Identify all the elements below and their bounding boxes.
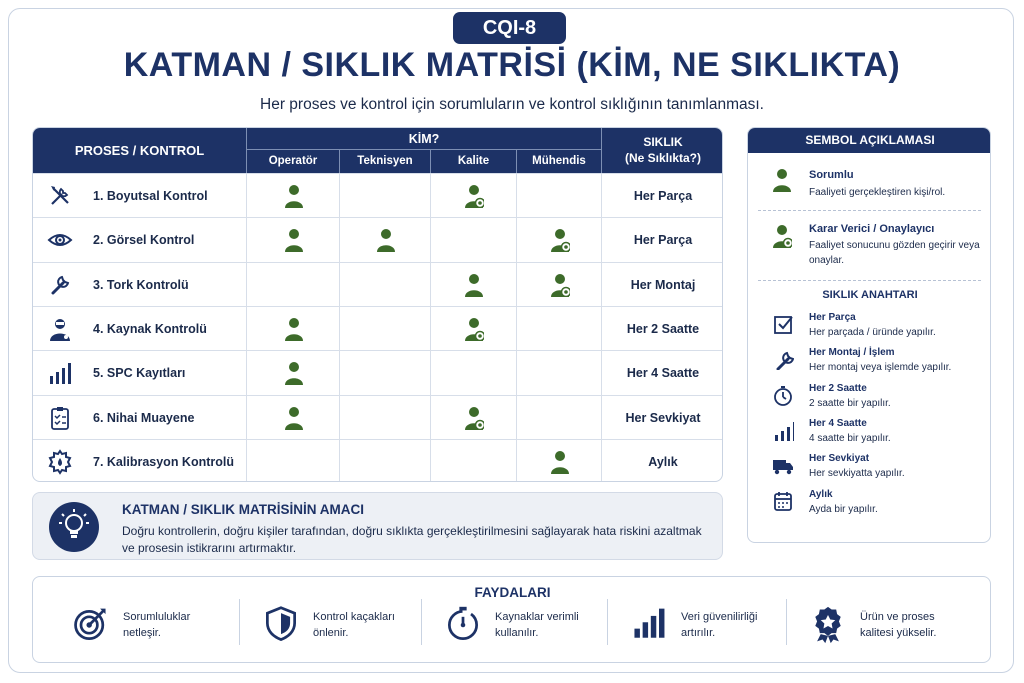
role-cell (246, 307, 339, 351)
frequency-cell: Her Montaj (601, 263, 723, 307)
benefit-line: Kaynaklar verimli (495, 611, 579, 623)
header-role-engineer: Mühendis (516, 150, 601, 173)
approver-person-icon (550, 228, 570, 252)
frequency-key-title: Her Parça (809, 312, 856, 323)
legend-title: SEMBOL AÇIKLAMASI (748, 128, 991, 153)
purpose-box (32, 492, 723, 560)
frequency-cell: Aylık (601, 440, 723, 482)
award-icon (808, 605, 848, 645)
responsible-person-icon (284, 184, 304, 208)
role-cell (246, 174, 339, 218)
welder-icon (47, 316, 73, 342)
approver-person-icon (550, 273, 570, 297)
frequency-key-title: Her 2 Saatte (809, 382, 867, 394)
responsible-person-icon (376, 228, 396, 252)
role-cell (516, 396, 601, 440)
wrench-icon (772, 348, 794, 370)
shield-icon (261, 605, 301, 645)
frequency-key-desc: Her sevkiyatta yapılır. (809, 468, 905, 480)
responsible-person-icon (284, 406, 304, 430)
role-cell (339, 218, 430, 262)
benefit-line: netleşir. (123, 627, 161, 639)
responsible-person-icon (772, 168, 792, 192)
frequency-key-desc: 2 saatte bir yapılır. (809, 397, 891, 409)
table-row (33, 217, 723, 261)
legend-panel (747, 127, 991, 543)
role-cell (516, 263, 601, 307)
target-icon (71, 605, 111, 645)
approver-person-icon (464, 317, 484, 341)
benefit-line: Sorumluluklar (123, 611, 191, 623)
header-frequency-sub: (Ne Sıklıkta?) (624, 151, 702, 165)
table-row (33, 173, 723, 217)
responsible-person-icon (284, 361, 304, 385)
process-label: 7. Kalibrasyon Kontrolü (93, 454, 234, 469)
cqi-badge: CQI-8 (453, 12, 566, 44)
bar-chart-icon (772, 419, 794, 441)
legend-divider (758, 210, 981, 211)
benefit-line: artırılır. (681, 627, 716, 639)
table-row (33, 306, 723, 350)
responsible-person-icon (284, 228, 304, 252)
benefit-separator (786, 599, 787, 645)
process-label: 1. Boyutsal Kontrol (93, 189, 208, 203)
benefit-separator (607, 599, 608, 645)
process-label: 5. SPC Kayıtları (93, 366, 186, 381)
process-cell (33, 396, 246, 440)
role-cell (339, 440, 430, 482)
frequency-key-title: Her Montaj / İşlem (809, 347, 895, 359)
table-row (33, 439, 723, 482)
role-cell (246, 396, 339, 440)
frequency-key-title: Her Sevkiyat (809, 453, 870, 465)
header-process: PROSES / KONTROL (74, 143, 205, 158)
benefit-separator (421, 599, 422, 645)
role-cell (516, 351, 601, 395)
benefit-line: Veri güvenilirliği (681, 611, 758, 623)
frequency-cell: Her 2 Saatte (601, 307, 723, 351)
table-header (33, 128, 723, 173)
responsible-person-icon (464, 273, 484, 297)
frequency-key-title: Aylık (809, 488, 833, 500)
benefits-title: FAYDALARI (474, 585, 551, 600)
process-cell (33, 351, 246, 395)
checkbox-icon (772, 313, 794, 335)
role-cell (430, 307, 516, 351)
legend-approver-desc: Faaliyet sonucunu gözden geçirir veya onaylar. (809, 240, 980, 266)
benefits-box (32, 576, 991, 663)
frequency-key-title: SIKLIK ANAHTARI (822, 289, 918, 301)
eye-icon (47, 227, 73, 253)
process-cell (33, 174, 246, 218)
header-role-technician: Teknisyen (339, 150, 430, 173)
wrench-icon (47, 272, 73, 298)
approver-person-icon (772, 224, 792, 248)
role-cell (339, 351, 430, 395)
header-who: KİM? (246, 128, 601, 150)
role-cell (246, 218, 339, 262)
tools-icon (47, 183, 73, 209)
benefit-line: önlenir. (313, 627, 349, 639)
process-label: 2. Görsel Kontrol (93, 233, 195, 248)
page-title: KATMAN / SIKLIK MATRİSİ (KİM, NE SIKLIKTA) (123, 46, 901, 84)
benefit-text (860, 609, 970, 641)
benefit-text (681, 609, 791, 641)
header-frequency-label: SIKLIK (643, 135, 683, 149)
table-row (33, 350, 723, 394)
truck-icon (772, 454, 794, 476)
page-subtitle: Her proses ve kontrol için sorumluların ve kontrol sıklığının tanımlanması. (260, 96, 764, 113)
benefit-line: Kontrol kaçakları (313, 611, 395, 623)
role-cell (339, 263, 430, 307)
benefit-item (808, 599, 983, 651)
lightbulb-icon (49, 502, 99, 552)
process-label: 3. Tork Kontrolü (93, 277, 189, 292)
role-cell (339, 307, 430, 351)
benefit-item (443, 599, 618, 651)
role-cell (246, 263, 339, 307)
role-cell (430, 396, 516, 440)
process-label: 4. Kaynak Kontrolü (93, 321, 207, 336)
legend-responsible-title: Sorumlu (809, 169, 854, 181)
benefit-item (71, 599, 246, 651)
responsible-person-icon (550, 450, 570, 474)
role-cell (430, 174, 516, 218)
legend-responsible-desc: Faaliyeti gerçekleştiren kişi/rol. (809, 187, 946, 198)
process-cell (33, 263, 246, 307)
header-role-operator: Operatör (246, 150, 339, 173)
benefit-line: kalitesi yükselir. (860, 627, 937, 639)
role-cell (339, 396, 430, 440)
frequency-key-desc: Ayda bir yapılır. (809, 503, 878, 515)
table-row (33, 262, 723, 306)
frequency-key-desc: Her parçada / üründe yapılır. (809, 327, 936, 338)
table-row (33, 395, 723, 439)
growth-chart-icon (629, 605, 669, 645)
role-cell (339, 174, 430, 218)
benefit-line: kullanılır. (495, 627, 539, 639)
process-cell (33, 218, 246, 262)
process-cell (33, 440, 246, 482)
timer-icon (443, 605, 483, 645)
stopwatch-icon (772, 384, 794, 406)
approver-person-icon (464, 406, 484, 430)
role-cell (516, 174, 601, 218)
header-frequency (601, 128, 723, 173)
frequency-cell: Her Parça (601, 174, 723, 218)
role-cell (430, 351, 516, 395)
responsible-person-icon (284, 317, 304, 341)
header-role-quality: Kalite (430, 150, 516, 173)
bar-chart-icon (47, 360, 73, 386)
role-cell (516, 307, 601, 351)
frequency-cell: Her Sevkiyat (601, 396, 723, 440)
benefit-line: Ürün ve proses (860, 611, 935, 623)
legend-divider (758, 280, 981, 281)
frequency-key-desc: Her montaj veya işlemde yapılır. (809, 362, 952, 374)
benefit-text (123, 609, 233, 641)
benefit-text (495, 609, 605, 641)
benefit-item (629, 599, 804, 651)
role-cell (430, 440, 516, 482)
calendar-icon (772, 490, 794, 512)
benefit-item (261, 599, 436, 651)
matrix-table (32, 127, 723, 482)
benefit-separator (239, 599, 240, 645)
role-cell (430, 218, 516, 262)
frequency-cell: Her 4 Saatte (601, 351, 723, 395)
legend-approver-title: Karar Verici / Onaylayıcı (809, 223, 935, 235)
role-cell (516, 440, 601, 482)
frequency-cell: Her Parça (601, 218, 723, 262)
purpose-title: KATMAN / SIKLIK MATRİSİNİN AMACI (122, 502, 364, 517)
calibration-gear-icon (47, 449, 73, 475)
checklist-icon (47, 405, 73, 431)
role-cell (246, 351, 339, 395)
purpose-text: Doğru kontrollerin, doğru kişiler tarafından, doğru sıklıkta gerçekleştirilmesini sağlayarak hata riskini azaltmak ve prosesin istikrarını artırmaktır. (122, 524, 702, 555)
benefit-text (313, 609, 423, 641)
role-cell (430, 263, 516, 307)
process-label: 6. Nihai Muayene (93, 410, 195, 425)
process-cell (33, 307, 246, 351)
role-cell (516, 218, 601, 262)
role-cell (246, 440, 339, 482)
frequency-key-title: Her 4 Saatte (809, 417, 867, 429)
frequency-key-desc: 4 saatte bir yapılır. (809, 432, 891, 444)
approver-person-icon (464, 184, 484, 208)
